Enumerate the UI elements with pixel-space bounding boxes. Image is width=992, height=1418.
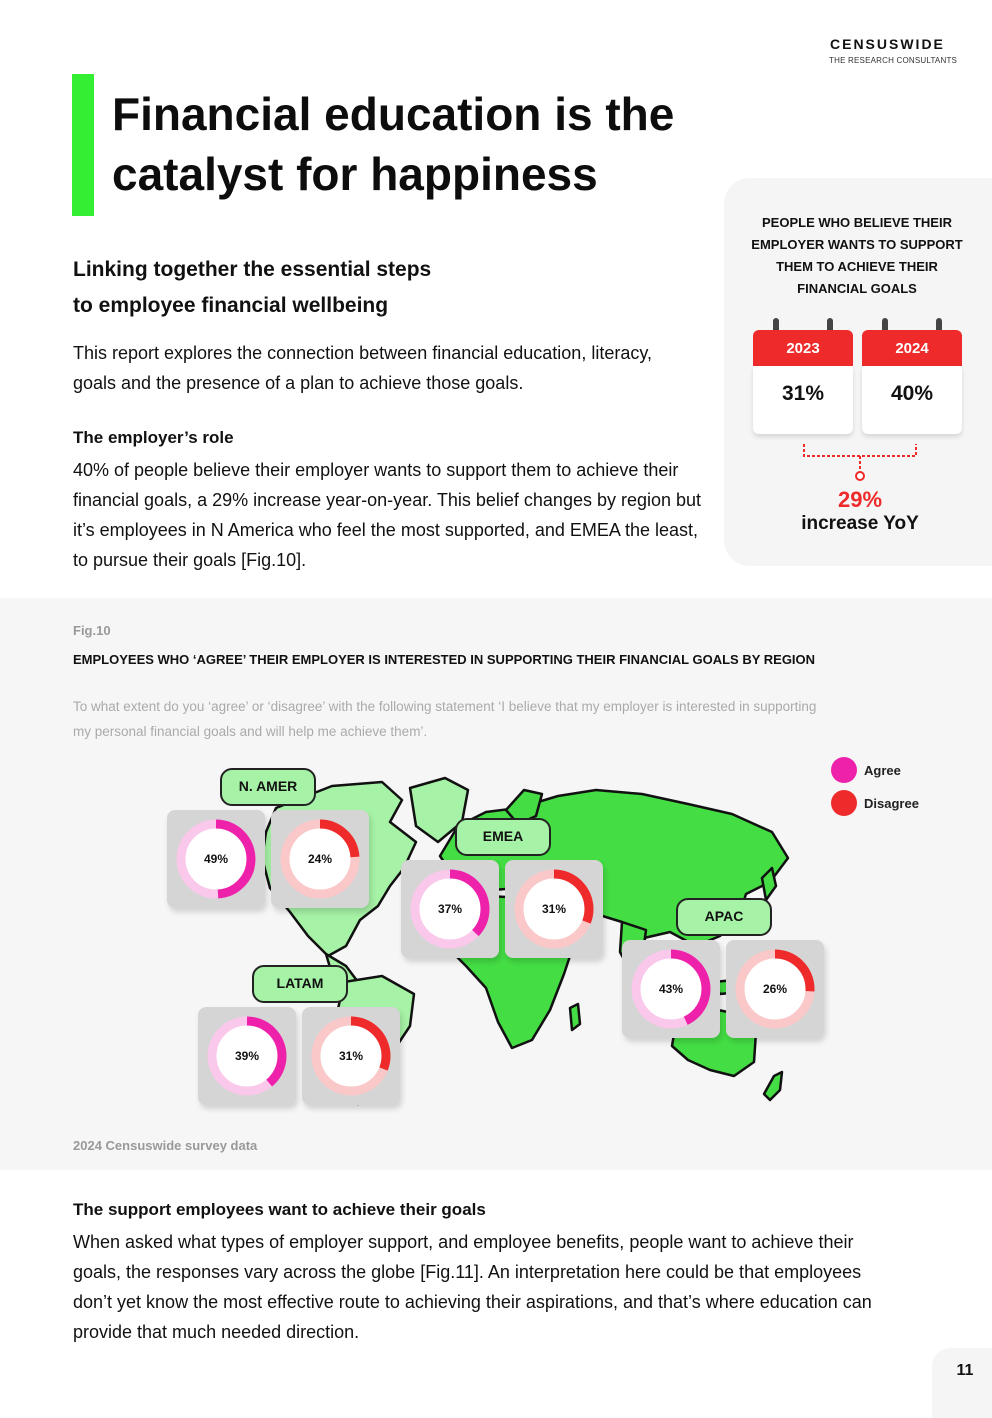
region-tag-emea: EMEA <box>455 818 551 856</box>
donut-label-apac-agree: 43% <box>658 982 684 996</box>
donut-label-namer-disagree: 24% <box>307 852 333 866</box>
employer-role-paragraph: 40% of people believe their employer wants to support them to achieve their financial goals, a 29% increase year-on-year. This belief changes by region but it’s employees in N America who feel the most supported, and EMEA the least, to pursue their goals [Fig.10]. <box>73 460 702 570</box>
increase-value: 29% <box>837 487 883 512</box>
legend-disagree-swatch <box>831 790 857 816</box>
region-tag-north-america: N. AMER <box>220 768 316 806</box>
calendar-year-label: 2024 <box>862 330 962 366</box>
calendar-2023-card <box>753 330 853 434</box>
support-heading: The support employees want to achieve their goals <box>73 1200 486 1219</box>
donut-label-emea-disagree: 31% <box>541 902 567 916</box>
figure-title: EMPLOYEES WHO ‘AGREE’ THEIR EMPLOYER IS INTERESTED IN SUPPORTING THEIR FINANCIAL GOALS BY REGION <box>73 652 816 667</box>
brand-tagline: THE RESEARCH CONSULTANTS <box>829 56 958 65</box>
donut-label-latam-agree: 39% <box>234 1049 260 1063</box>
increase-label: increase YoY <box>801 513 919 534</box>
brand-logo-name: CENSUSWIDE <box>830 36 945 52</box>
donut-card-apac-agree <box>622 940 720 1038</box>
calendar-value: 31% <box>753 366 853 434</box>
subtitle-line-1: Linking together the essential steps <box>73 258 432 281</box>
donut-card-latam-disagree <box>302 1007 400 1105</box>
page-number: 11 <box>956 1362 974 1379</box>
employer-role-heading: The employer’s role <box>73 428 234 447</box>
page-title-line-1: Financial education is the <box>112 88 675 140</box>
donut-card-namer-agree <box>167 810 265 908</box>
donut-card-namer-disagree <box>271 810 369 908</box>
side-panel-title: PEOPLE WHO BELIEVE THEIR EMPLOYER WANTS TO SUPPORT THEM TO ACHIEVE THEIR FINANCIAL GOALS <box>751 215 963 296</box>
donut-label-apac-disagree: 26% <box>762 982 788 996</box>
figure-source: 2024 Censuswide survey data <box>73 1138 258 1153</box>
figure-question: To what extent do you ‘agree’ or ‘disagree’ with the following statement ‘I believe that my employer is interested in supporting my personal financial goals and will help me achieve them’. <box>73 699 817 739</box>
page-title-line-2: catalyst for happiness <box>112 148 598 200</box>
intro-paragraph: This report explores the connection between financial education, literacy, goals and the presence of a plan to achieve those goals. <box>73 343 652 393</box>
region-tag-latam: LATAM <box>252 965 348 1003</box>
legend-agree-label: Agree <box>864 763 901 778</box>
increase-connector-icon <box>790 440 930 484</box>
region-tag-apac: APAC <box>676 898 772 936</box>
donut-label-emea-agree: 37% <box>437 902 463 916</box>
donut-card-apac-disagree <box>726 940 824 1038</box>
donut-label-namer-agree: 49% <box>203 852 229 866</box>
support-paragraph: When asked what types of employer support, and employee benefits, people want to achieve their goals, the responses vary across the globe [Fig.11]. An interpretation here could be that employees don’t yet know the most effective route to achieving their aspirations, and that’s where education can provide that much needed direction. <box>73 1232 872 1342</box>
calendar-value: 40% <box>862 366 962 434</box>
calendar-2024-card <box>862 330 962 434</box>
legend-agree-swatch <box>831 757 857 783</box>
donut-card-emea-agree <box>401 860 499 958</box>
subtitle-line-2: to employee financial wellbeing <box>73 294 389 317</box>
page-title <box>112 84 674 204</box>
figure-number: Fig.10 <box>73 623 111 638</box>
donut-card-latam-agree <box>198 1007 296 1105</box>
donut-label-latam-disagree: 31% <box>338 1049 364 1063</box>
calendar-year-label: 2023 <box>753 330 853 366</box>
section-subtitle <box>73 252 533 324</box>
donut-card-emea-disagree <box>505 860 603 958</box>
legend-disagree-label: Disagree <box>864 796 919 811</box>
title-accent-bar <box>72 74 94 216</box>
